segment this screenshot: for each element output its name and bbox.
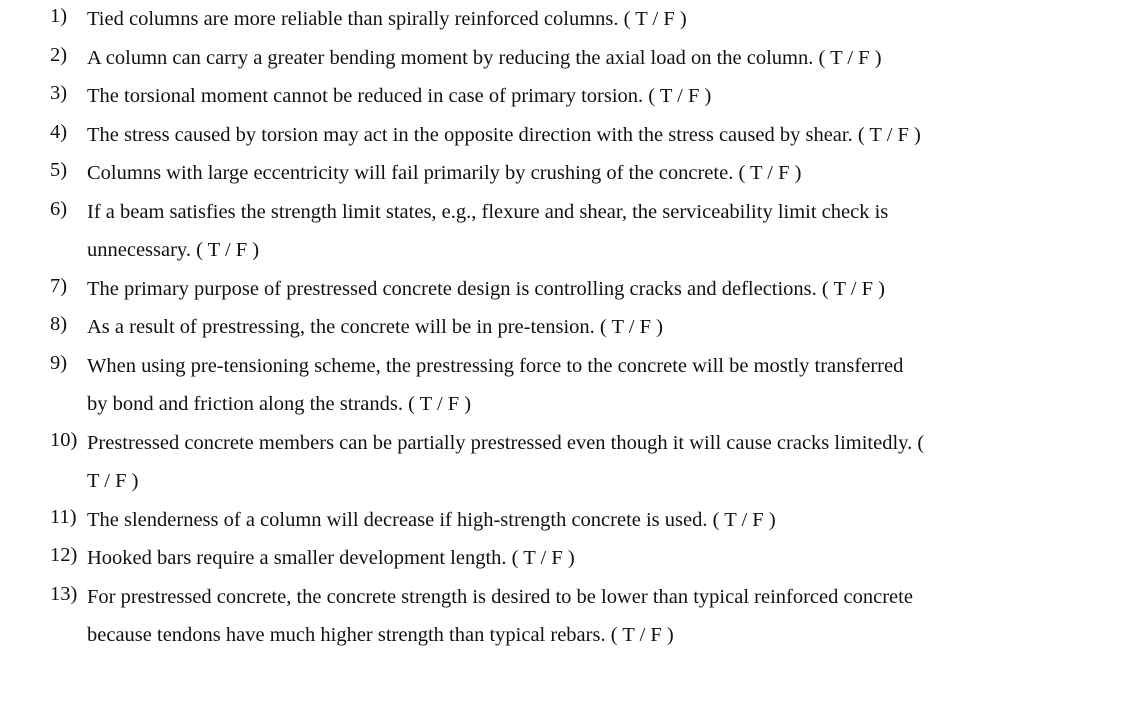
question-line: When using pre-tensioning scheme, the prestressing force to the concrete will be mostly transferred bbox=[87, 354, 904, 377]
question-number: 8) bbox=[50, 313, 68, 335]
question-item-9 bbox=[0, 352, 1125, 429]
question-item-11 bbox=[0, 506, 1125, 545]
question-number: 2) bbox=[50, 43, 68, 66]
question-line: For prestressed concrete, the concrete strength is desired to be lower than typical reinforced concrete bbox=[87, 585, 913, 608]
question-text bbox=[87, 275, 1022, 314]
question-item-3 bbox=[0, 82, 1125, 121]
question-text bbox=[87, 313, 1022, 352]
question-item-10 bbox=[0, 429, 1125, 506]
question-line: A column can carry a greater bending moment by reducing the axial load on the column. ( T / F ) bbox=[87, 46, 882, 69]
question-item-13 bbox=[0, 583, 1125, 660]
question-line: T / F ) bbox=[87, 470, 139, 492]
question-line: The stress caused by torsion may act in the opposite direction with the stress caused by shear. ( T / F ) bbox=[87, 123, 921, 146]
question-line: Columns with large eccentricity will fail primarily by crushing of the concrete. ( T / F ) bbox=[87, 162, 802, 184]
question-number: 7) bbox=[50, 274, 68, 297]
question-number: 3) bbox=[50, 82, 68, 104]
question-text bbox=[87, 44, 1022, 83]
question-number: 11) bbox=[50, 505, 77, 528]
question-text bbox=[87, 429, 1022, 506]
question-text bbox=[87, 121, 1022, 160]
question-item-6 bbox=[0, 198, 1125, 275]
question-line: The torsional moment cannot be reduced in case of primary torsion. ( T / F ) bbox=[87, 85, 712, 107]
question-text bbox=[87, 583, 1022, 660]
question-number: 1) bbox=[50, 5, 68, 27]
question-item-7 bbox=[0, 275, 1125, 314]
question-line: by bond and friction along the strands. ( T / F ) bbox=[87, 393, 472, 415]
question-text bbox=[87, 544, 1022, 583]
question-number: 9) bbox=[50, 351, 68, 374]
question-line: Hooked bars require a smaller development length. ( T / F ) bbox=[87, 547, 575, 569]
question-text bbox=[87, 198, 1022, 275]
question-number: 13) bbox=[50, 582, 78, 605]
question-item-8 bbox=[0, 313, 1125, 352]
question-number: 4) bbox=[50, 120, 68, 143]
question-item-2 bbox=[0, 44, 1125, 83]
question-number: 5) bbox=[50, 159, 68, 181]
question-line: The slenderness of a column will decrease if high-strength concrete is used. ( T / F ) bbox=[87, 508, 776, 531]
question-item-12 bbox=[0, 544, 1125, 583]
question-text bbox=[87, 82, 1022, 121]
question-number: 6) bbox=[50, 197, 68, 220]
question-text bbox=[87, 352, 1022, 429]
question-line: because tendons have much higher strength than typical rebars. ( T / F ) bbox=[87, 624, 674, 646]
question-line: Tied columns are more reliable than spirally reinforced columns. ( T / F ) bbox=[87, 8, 687, 30]
question-text bbox=[87, 159, 1022, 198]
question-item-1 bbox=[0, 5, 1125, 44]
question-line: If a beam satisfies the strength limit states, e.g., flexure and shear, the serviceability limit check is bbox=[87, 200, 889, 223]
question-number: 12) bbox=[50, 544, 78, 566]
question-line: unnecessary. ( T / F ) bbox=[87, 239, 260, 261]
question-item-4 bbox=[0, 121, 1125, 160]
question-text bbox=[87, 506, 1022, 545]
question-item-5 bbox=[0, 159, 1125, 198]
question-line: Prestressed concrete members can be partially prestressed even though it will cause cracks limitedly. ( bbox=[87, 431, 925, 454]
question-number: 10) bbox=[50, 428, 78, 451]
question-line: As a result of prestressing, the concrete will be in pre-tension. ( T / F ) bbox=[87, 316, 663, 338]
question-line: The primary purpose of prestressed concrete design is controlling cracks and deflections. ( T / F ) bbox=[87, 277, 885, 300]
question-text bbox=[87, 5, 1022, 44]
